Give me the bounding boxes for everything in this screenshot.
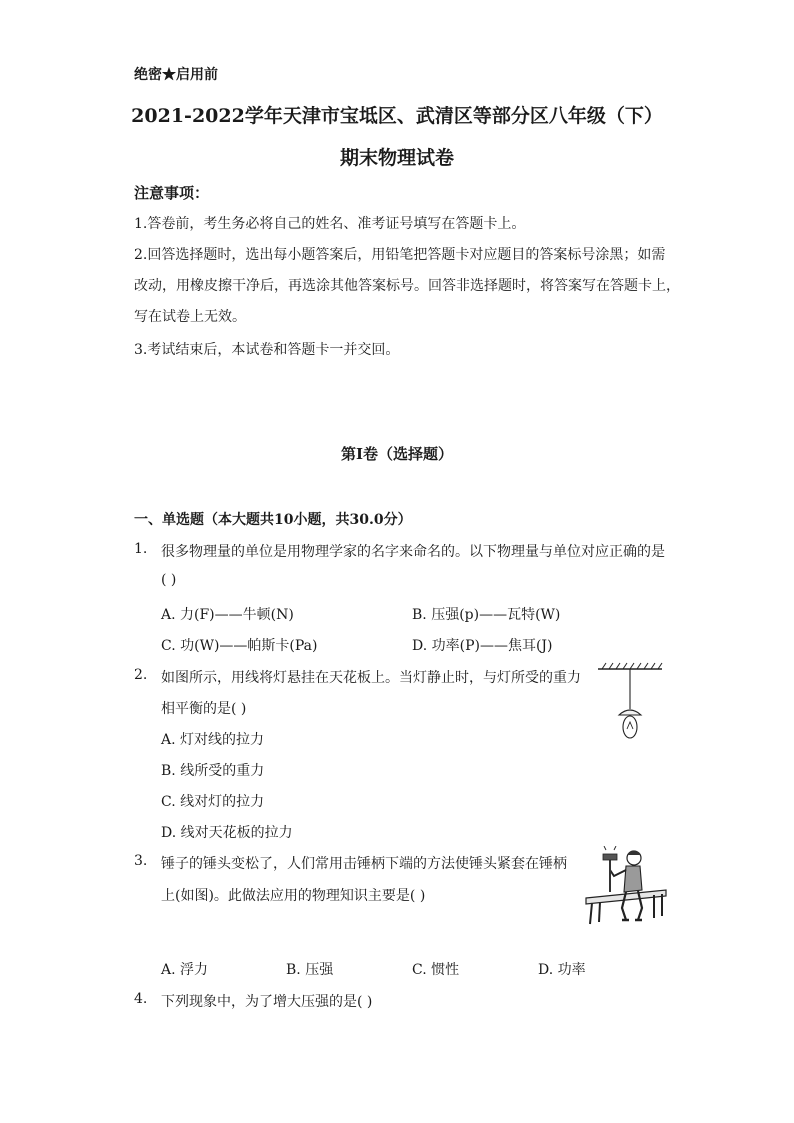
- question-4-number: 4.: [134, 991, 148, 1007]
- exam-title-line1: 2021-2022学年天津市宝坻区、武清区等部分区八年级（下）: [131, 105, 663, 127]
- hanging-lamp-figure: [594, 660, 666, 748]
- question-3-option-a: A. 浮力: [161, 962, 209, 978]
- part-heading: 一、单选题（本大题共10小题，共30.0分）: [134, 512, 412, 528]
- question-1-option-b: B. 压强(p)——瓦特(W): [412, 607, 561, 623]
- ceiling-hatching: [602, 663, 662, 669]
- worker: [610, 851, 642, 921]
- notice-heading: 注意事项：: [134, 184, 210, 202]
- question-2-option-c: C. 线对灯的拉力: [161, 794, 265, 810]
- question-2-number: 2.: [134, 667, 148, 683]
- notice-item-2-cont: 改动，用橡皮擦干净后，再选涂其他答案标号。回答非选择题时，将答案写在答题卡上，: [134, 278, 680, 294]
- section-title: 第Ⅰ卷（选择题）: [340, 445, 454, 463]
- question-2-text-cont: 相平衡的是( ): [161, 701, 247, 717]
- hammer: [603, 846, 617, 892]
- question-1-option-d: D. 功率(P)——焦耳(J): [412, 638, 553, 654]
- exam-title-line2: 期末物理试卷: [339, 147, 454, 169]
- question-2-option-b: B. 线所受的重力: [161, 763, 265, 779]
- notice-item-3: 3.考试结束后，本试卷和答题卡一并交回。: [134, 342, 400, 358]
- question-3-text: 锤子的锤头变松了，人们常用击锤柄下端的方法使锤头紧套在锤柄: [161, 856, 567, 872]
- question-3-option-c: C. 惯性: [412, 962, 460, 978]
- question-2-text: 如图所示，用线将灯悬挂在天花板上。当灯静止时，与灯所受的重力: [161, 670, 581, 686]
- question-1-number: 1.: [134, 541, 148, 557]
- question-3-option-b: B. 压强: [286, 962, 334, 978]
- question-1-option-c: C. 功(W)——帕斯卡(Pa): [161, 638, 318, 654]
- question-1-bracket: ( ): [161, 572, 177, 588]
- question-2-option-d: D. 线对天花板的拉力: [161, 825, 293, 841]
- question-1-text: 很多物理量的单位是用物理学家的名字来命名的。以下物理量与单位对应正确的是: [161, 544, 665, 560]
- light-bulb: [623, 716, 637, 738]
- notice-item-1: 1.答卷前，考生务必将自己的姓名、准考证号填写在答题卡上。: [134, 216, 526, 232]
- secret-label: 绝密★启用前: [134, 67, 218, 83]
- question-3-number: 3.: [134, 853, 148, 869]
- hammer-bench-figure: [582, 846, 672, 928]
- question-3-text-cont: 上(如图)。此做法应用的物理知识主要是( ): [161, 888, 426, 904]
- notice-item-2: 2.回答选择题时，选出每小题答案后，用铅笔把答题卡对应题目的答案标号涂黑；如需: [134, 247, 666, 263]
- question-3-option-d: D. 功率: [538, 962, 586, 978]
- question-1-option-a: A. 力(F)——牛顿(N): [161, 607, 294, 623]
- notice-item-2-cont2: 写在试卷上无效。: [134, 309, 246, 325]
- question-4-text: 下列现象中，为了增大压强的是( ): [161, 994, 373, 1010]
- lampshade: [619, 710, 641, 715]
- question-2-option-a: A. 灯对线的拉力: [161, 732, 265, 748]
